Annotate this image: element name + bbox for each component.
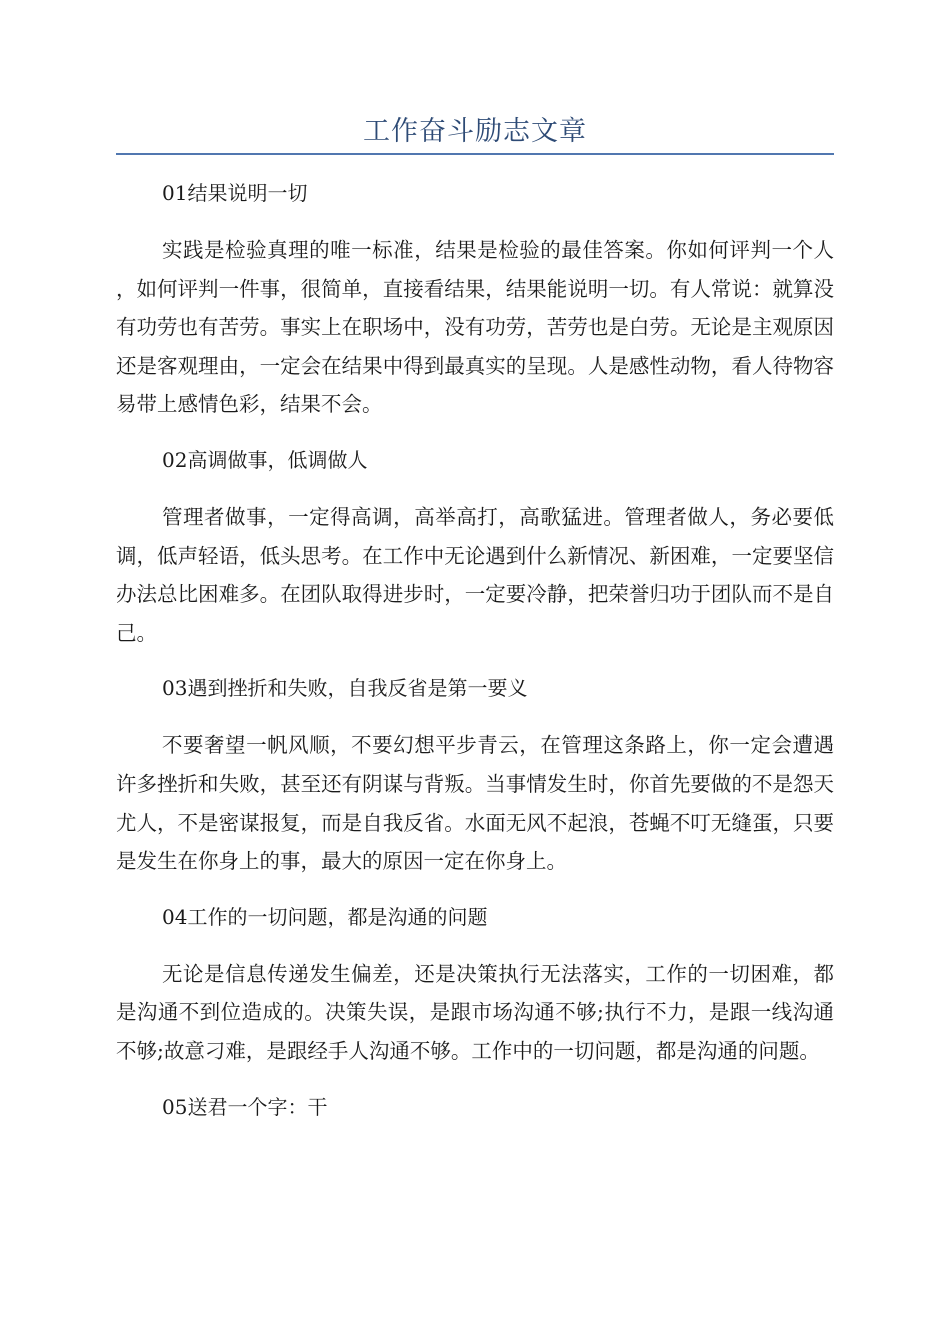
section-heading-03: 03遇到挫折和失败，自我反省是第一要义 [162,676,528,701]
section-paragraph-04: 无论是信息传递发生偏差，还是决策执行无法落实，工作的一切困难，都是沟通不到位造成的。决策失误，是跟市场沟通不够;执行不力，是跟一线沟通不够;故意刁难，是跟经手人沟通不够。工作中的一切问题，都是沟通的问题。 [116,961,834,1063]
section-heading-05: 05送君一个字：干 [162,1094,328,1119]
section-paragraph-01: 实践是检验真理的唯一标准，结果是检验的最佳答案。你如何评判一个人，如何评判一件事，很简单，直接看结果，结果能说明一切。有人常说：就算没有功劳也有苦劳。事实上在职场中，没有功劳，苦劳也是白劳。无论是主观原因还是客观理由，一定会在结果中得到最真实的呈现。人是感性动物，看人待物容易带上感情色彩，结果不会。 [116,238,834,417]
section-heading-04: 04工作的一切问题，都是沟通的问题 [162,904,488,929]
section-paragraph-02: 管理者做事，一定得高调，高举高打，高歌猛进。管理者做人，务必要低调，低声轻语，低头思考。在工作中无论遇到什么新情况、新困难，一定要坚信办法总比困难多。在团队取得进步时，一定要冷静，把荣誉归功于团队而不是自己。 [116,504,834,645]
title-underline [116,153,834,155]
document-body [116,174,834,1145]
section-heading-02: 02高调做事，低调做人 [162,447,368,472]
section-heading-01: 01结果说明一切 [162,181,308,205]
section-paragraph-03: 不要奢望一帆风顺，不要幻想平步青云，在管理这条路上，你一定会遭遇许多挫折和失败，甚至还有阴谋与背叛。当事情发生时，你首先要做的不是怨天尤人，不是密谋报复，而是自我反省。水面无风不起浪，苍蝇不叮无缝蛋，只要是发生在你身上的事，最大的原因一定在你身上。 [116,733,834,874]
document-title: 工作奋斗励志文章 [363,116,587,147]
